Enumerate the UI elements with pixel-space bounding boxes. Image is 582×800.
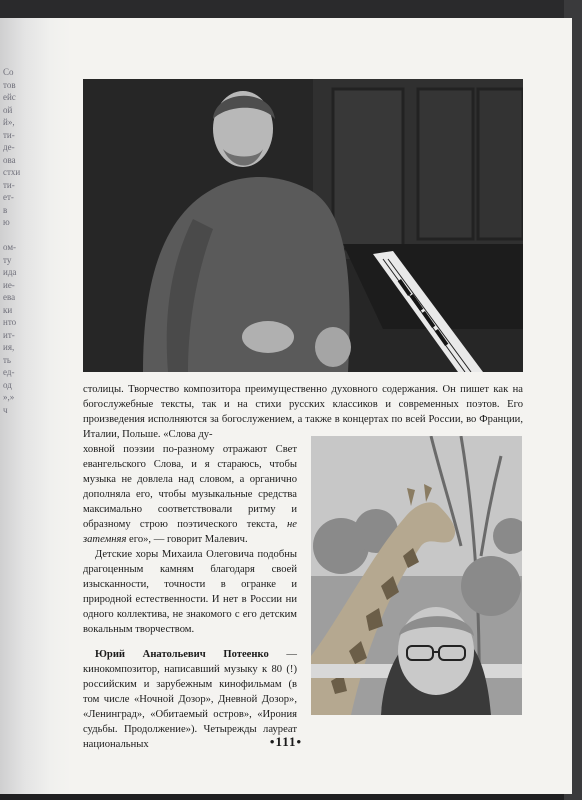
previous-page-fragment: »,» — [3, 392, 15, 402]
paragraph-2-text: Детские хоры Михаила Олеговича подобны драгоценным камням благодаря своей изысканности, точности в огранке и природной естественности. И нет в России ни одного коллектива, не знакомого с его детским вокальным творчеством. — [83, 549, 297, 635]
previous-page-fragment: ет- — [3, 192, 14, 202]
previous-page-fragment: ит- — [3, 329, 15, 340]
emphasized-phrase: не затемняя — [83, 519, 297, 545]
previous-page-fragment: де- — [3, 142, 15, 152]
previous-page-fragment: стхи — [3, 167, 21, 177]
paragraph-1-text: столицы. Творчество композитора преимущественно духовного содержания. Он пишет как на богослужебные тексты, так и на стихи русских классиков и современных поэтов. Его произведения исполняются за богослужением, а также в концертах по всей России, во Франции, Италии, Польше. «Слова ду- — [83, 384, 523, 440]
previous-page-fragment: ой — [3, 104, 13, 115]
previous-page-fragment — [3, 416, 23, 429]
previous-page-fragment: в — [3, 204, 8, 215]
previous-page-fragment: нто — [3, 317, 17, 327]
previous-page-fragment: ия, — [3, 342, 15, 352]
previous-page-fragment: й», — [3, 117, 15, 127]
previous-page-fragment: ова — [3, 154, 16, 165]
previous-page-fragment: ю — [3, 217, 10, 227]
book-page — [0, 18, 572, 794]
photo-composer-with-giraffe — [311, 436, 522, 715]
previous-page-fragment: ейс — [3, 92, 16, 102]
previous-page-fragment — [3, 229, 23, 242]
previous-page-fragment: ом- — [3, 242, 17, 252]
previous-page-fragment: ие- — [3, 279, 15, 290]
page-number: •111• — [269, 734, 303, 749]
previous-page-fragment: ед- — [3, 367, 15, 377]
previous-page-fragment: ида — [3, 267, 17, 277]
paragraph-intro-full-width — [83, 382, 523, 442]
photo-composer-at-piano — [83, 79, 523, 372]
left-column-text — [83, 442, 297, 752]
paragraph-3-text: Юрий Анатольевич Потеенко — кинокомпозитор, написавший музыку к 80 (!) российским и зарубежным кинофильмам (в том числе «Ночной Дозор», Дневной Дозор», «Ленинград», «Обитаемый остров», «Ирония судьбы. Продолжение»). Четырежды лауреат национальных — [83, 649, 297, 750]
previous-page-fragment: ту — [3, 254, 12, 265]
previous-page-fragment: тов — [3, 79, 16, 90]
previous-page-fragment: ти- — [3, 129, 15, 140]
previous-page-text-fragments — [3, 66, 23, 429]
previous-page-fragment: од — [3, 379, 12, 390]
previous-page-fragment: ч — [3, 404, 8, 415]
paragraph-1-continuation: ховной поэзии по-разному отражают Свет евангельского Слова, и я стараюсь, чтобы музыка не довлела над словом, а органично дополняла его, чтобы музыкальные средства максимально соответствовали ритму и образному строю поэтического текста, не затемняя его», — говорит Малевич. — [83, 444, 297, 545]
previous-page-fragment: ки — [3, 304, 13, 315]
person-name: Юрий Анатольевич Потеенко — [95, 649, 269, 660]
previous-page-fragment: ти- — [3, 179, 15, 190]
previous-page-fragment: Со — [3, 67, 14, 77]
previous-page-fragment: ева — [3, 292, 16, 302]
previous-page-fragment: ть — [3, 354, 12, 365]
